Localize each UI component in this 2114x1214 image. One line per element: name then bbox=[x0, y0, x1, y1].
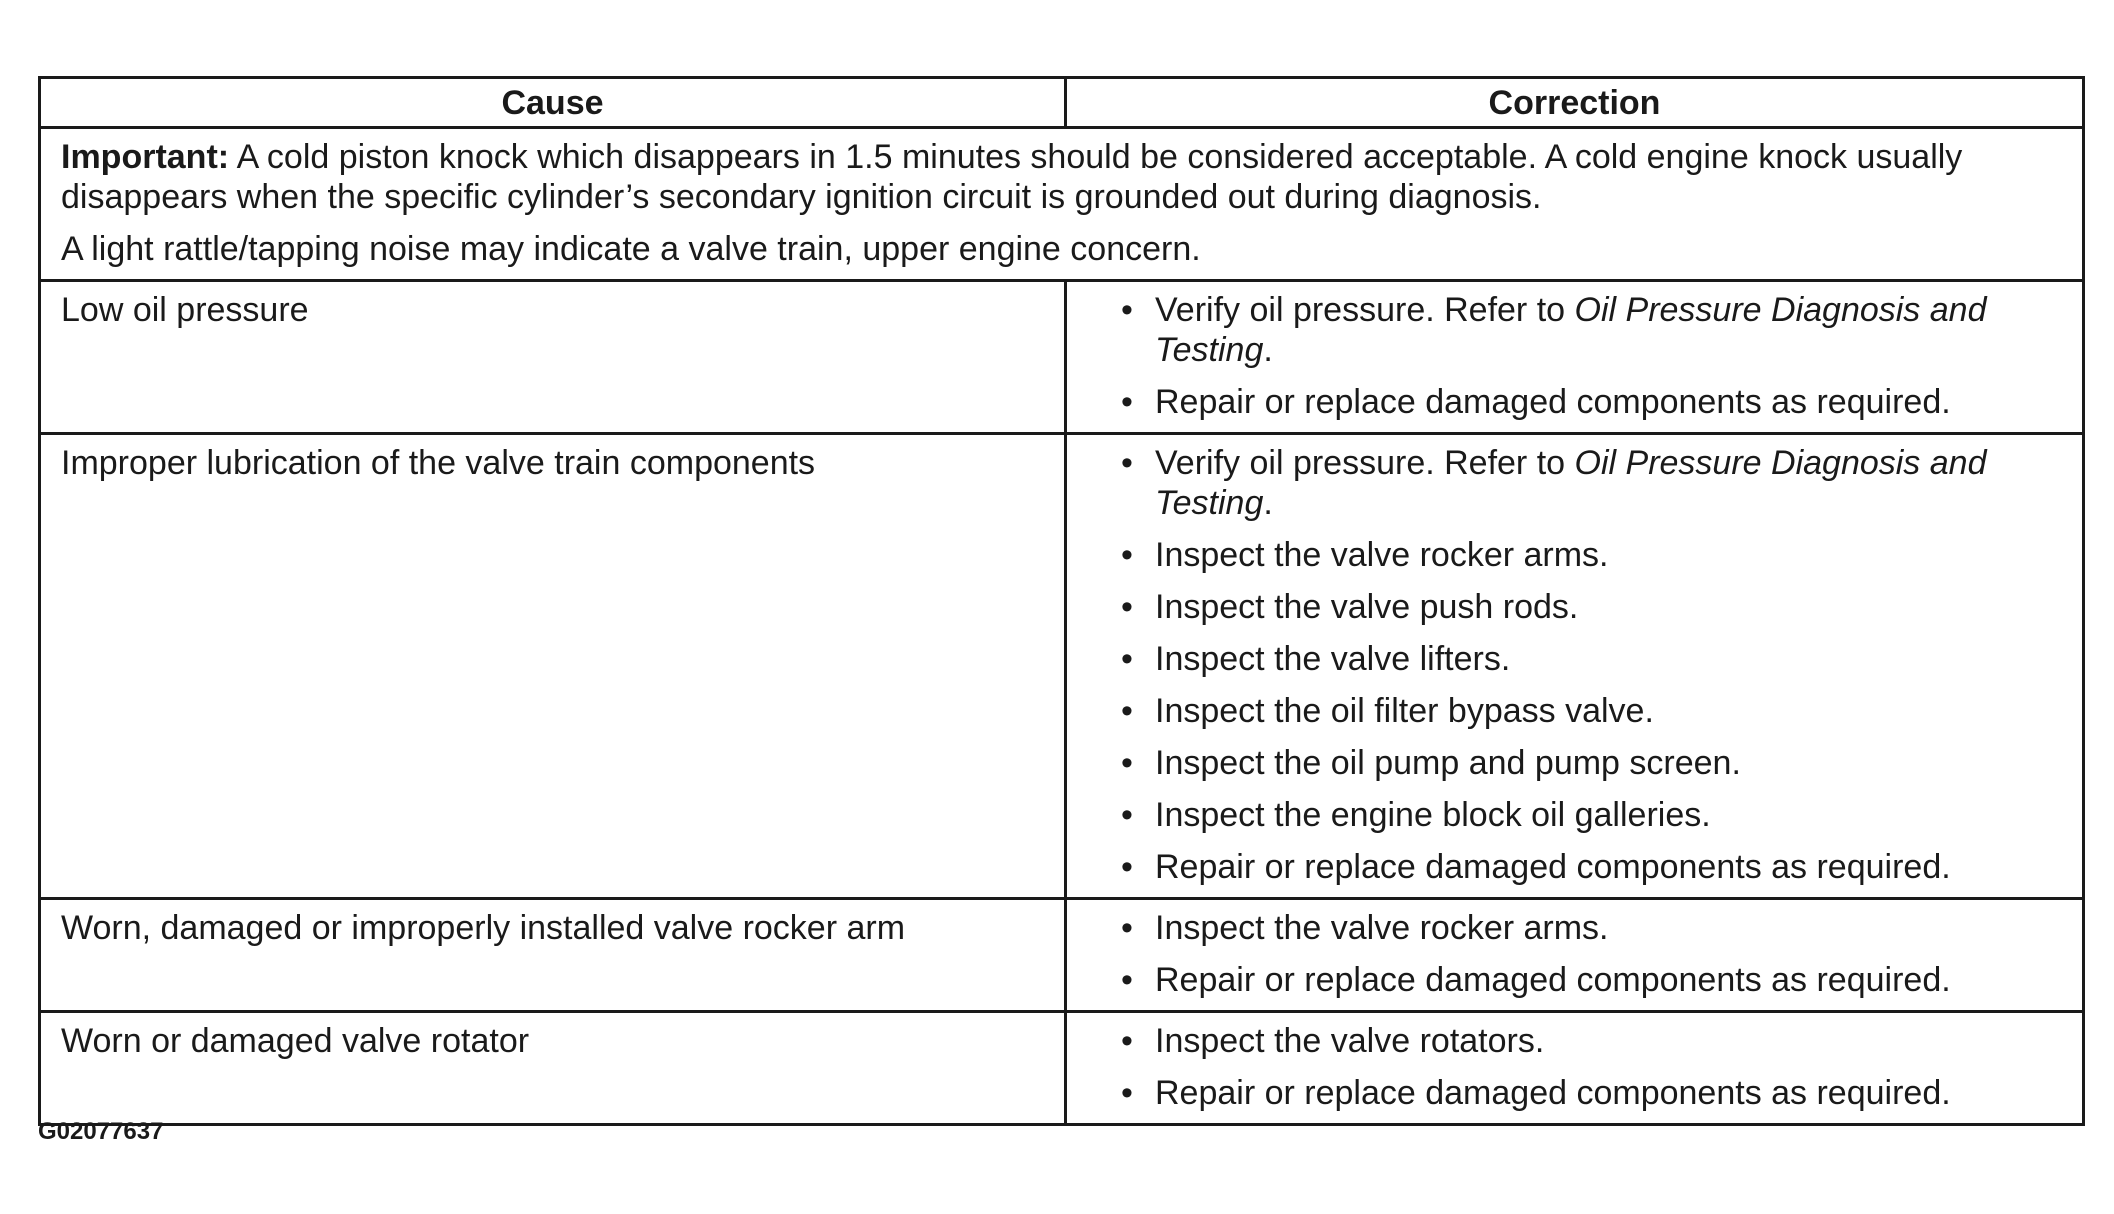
correction-item bbox=[1115, 443, 2062, 523]
bullet-icon: • bbox=[1121, 444, 1133, 482]
correction-text-end: . bbox=[1263, 331, 1273, 369]
header-correction: Correction bbox=[1066, 78, 2084, 128]
bullet-icon: • bbox=[1121, 692, 1133, 730]
procedure-reference: Oil Pressure Diagnosis and Testing bbox=[1155, 291, 1987, 369]
cause-cell: Improper lubrication of the valve train components bbox=[40, 434, 1066, 899]
cause-cell: Low oil pressure bbox=[40, 281, 1066, 434]
correction-item bbox=[1115, 1073, 2062, 1113]
correction-text: Inspect the valve lifters. bbox=[1155, 640, 1511, 678]
correction-text: Inspect the engine block oil galleries. bbox=[1155, 796, 1711, 834]
correction-item bbox=[1115, 587, 2062, 627]
correction-text: Verify oil pressure. Refer to bbox=[1155, 444, 1575, 482]
bullet-icon: • bbox=[1121, 291, 1133, 329]
note-paragraph-1 bbox=[61, 137, 2062, 217]
correction-item bbox=[1115, 795, 2062, 835]
table-row bbox=[40, 434, 2084, 899]
correction-item bbox=[1115, 691, 2062, 731]
correction-list bbox=[1115, 443, 2062, 887]
bullet-icon: • bbox=[1121, 1022, 1133, 1060]
correction-item bbox=[1115, 847, 2062, 887]
table-row bbox=[40, 281, 2084, 434]
correction-cell bbox=[1066, 899, 2084, 1012]
correction-item bbox=[1115, 290, 2062, 370]
correction-text: Inspect the valve push rods. bbox=[1155, 588, 1579, 626]
correction-list bbox=[1115, 908, 2062, 1000]
table-row bbox=[40, 1012, 2084, 1125]
cause-correction-table bbox=[38, 76, 2085, 1126]
bullet-icon: • bbox=[1121, 640, 1133, 678]
correction-item bbox=[1115, 382, 2062, 422]
table-row bbox=[40, 899, 2084, 1012]
correction-text: Repair or replace damaged components as required. bbox=[1155, 848, 1951, 886]
bullet-icon: • bbox=[1121, 383, 1133, 421]
note-text-2: A light rattle/tapping noise may indicate a valve train, upper engine concern. bbox=[61, 230, 1201, 268]
bullet-icon: • bbox=[1121, 848, 1133, 886]
correction-item bbox=[1115, 1021, 2062, 1061]
header-row bbox=[40, 78, 2084, 128]
correction-cell bbox=[1066, 434, 2084, 899]
correction-cell bbox=[1066, 281, 2084, 434]
correction-item bbox=[1115, 960, 2062, 1000]
bullet-icon: • bbox=[1121, 536, 1133, 574]
important-note-row bbox=[40, 128, 2084, 281]
bullet-icon: • bbox=[1121, 961, 1133, 999]
correction-text: Inspect the oil pump and pump screen. bbox=[1155, 744, 1741, 782]
correction-text: Inspect the valve rocker arms. bbox=[1155, 909, 1609, 947]
note-text-1: A cold piston knock which disappears in 1.5 minutes should be considered acceptable. A cold engine knock usually disappears when the specific cylinder’s secondary ignition circuit is grounded out during diagnosis. bbox=[61, 138, 1963, 216]
bullet-icon: • bbox=[1121, 796, 1133, 834]
bullet-icon: • bbox=[1121, 909, 1133, 947]
correction-text-end: . bbox=[1263, 484, 1273, 522]
cause-cell: Worn or damaged valve rotator bbox=[40, 1012, 1066, 1125]
cause-cell: Worn, damaged or improperly installed valve rocker arm bbox=[40, 899, 1066, 1012]
correction-list bbox=[1115, 1021, 2062, 1113]
bullet-icon: • bbox=[1121, 588, 1133, 626]
correction-text: Inspect the valve rocker arms. bbox=[1155, 536, 1609, 574]
correction-item bbox=[1115, 535, 2062, 575]
correction-text: Inspect the valve rotators. bbox=[1155, 1022, 1545, 1060]
correction-text: Verify oil pressure. Refer to bbox=[1155, 291, 1575, 329]
correction-list bbox=[1115, 290, 2062, 422]
correction-text: Repair or replace damaged components as required. bbox=[1155, 383, 1951, 421]
bullet-icon: • bbox=[1121, 1074, 1133, 1112]
correction-item bbox=[1115, 908, 2062, 948]
correction-text: Inspect the oil filter bypass valve. bbox=[1155, 692, 1654, 730]
figure-id: G02077637 bbox=[38, 1118, 164, 1145]
correction-item bbox=[1115, 743, 2062, 783]
correction-item bbox=[1115, 639, 2062, 679]
correction-text: Repair or replace damaged components as required. bbox=[1155, 961, 1951, 999]
important-note bbox=[40, 128, 2084, 281]
bullet-icon: • bbox=[1121, 744, 1133, 782]
correction-text: Repair or replace damaged components as required. bbox=[1155, 1074, 1951, 1112]
correction-cell bbox=[1066, 1012, 2084, 1125]
note-label: Important: bbox=[61, 138, 230, 176]
procedure-reference: Oil Pressure Diagnosis and Testing bbox=[1155, 444, 1987, 522]
header-cause: Cause bbox=[40, 78, 1066, 128]
